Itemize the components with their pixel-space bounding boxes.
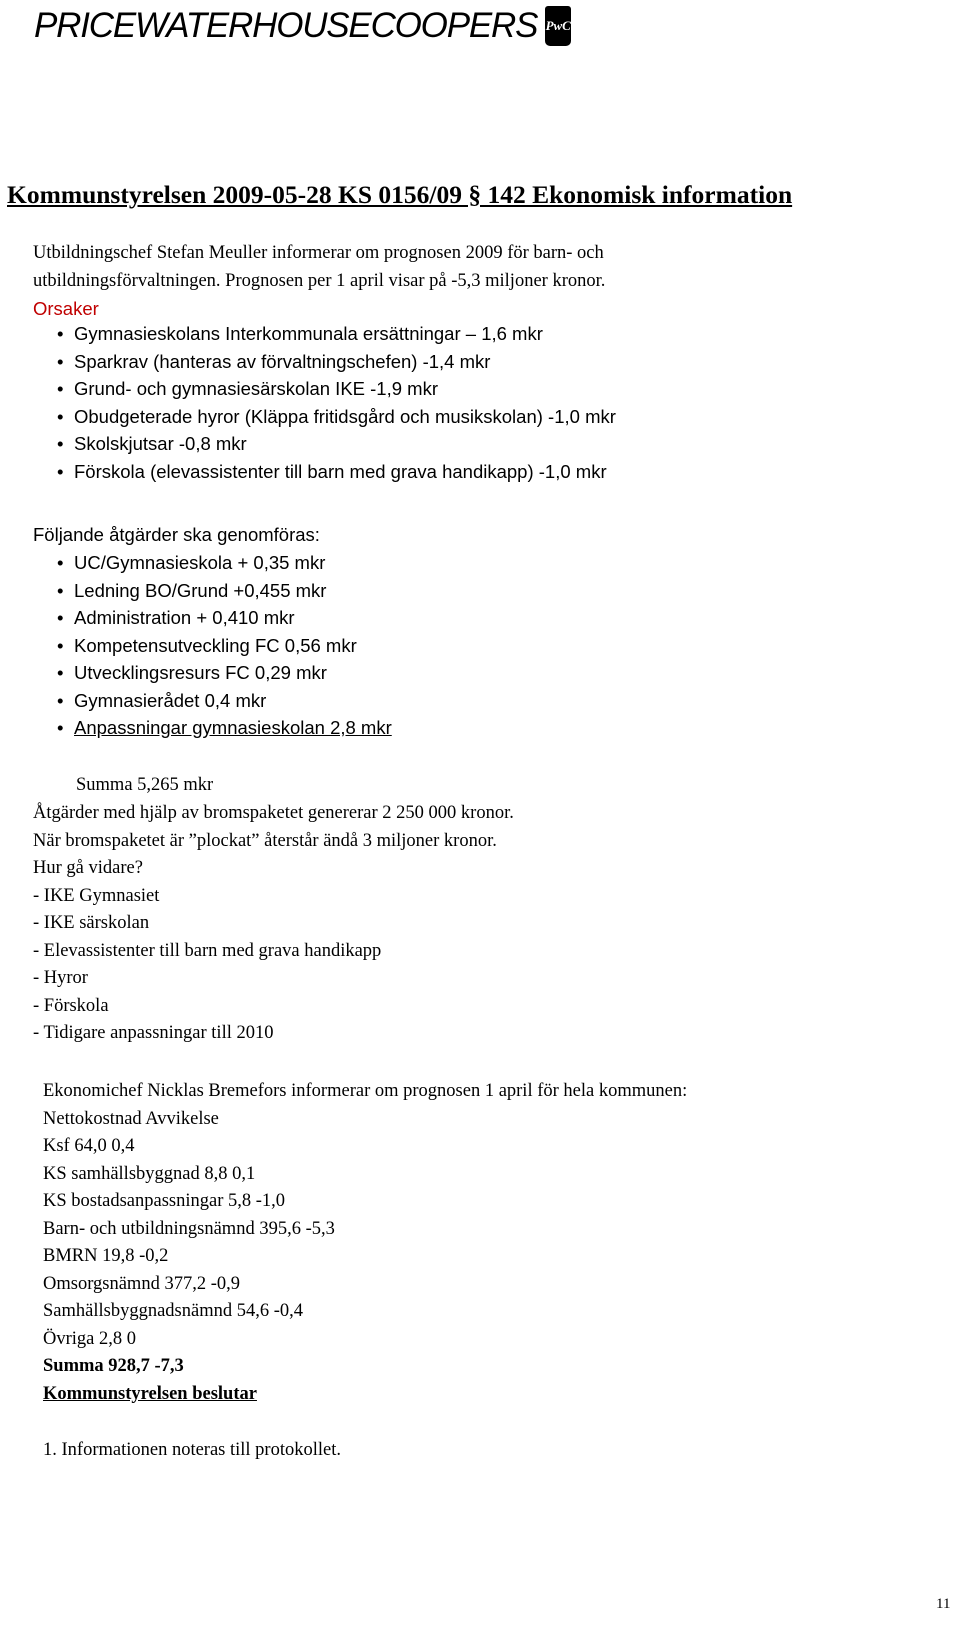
list-item: • UC/Gymnasieskola + 0,35 mkr bbox=[57, 549, 392, 577]
total-line: Summa 928,7 -7,3 bbox=[43, 1356, 184, 1376]
logo-text: PRICEWATERHOUSECOOPERS bbox=[34, 6, 538, 45]
logo-mark-icon: PwC bbox=[545, 6, 571, 46]
list-item: • Gymnasierådet 0,4 mkr bbox=[57, 687, 392, 715]
text-line: KS bostadsanpassningar 5,8 -1,0 bbox=[43, 1191, 286, 1211]
orsaker-list bbox=[57, 320, 616, 485]
intro-line: Utbildningschef Stefan Meuller informerar om prognosen 2009 för barn- och bbox=[33, 243, 604, 263]
pwc-logo bbox=[34, 4, 571, 48]
intro-line: utbildningsförvaltningen. Prognosen per 1 april visar på -5,3 miljoner kronor. bbox=[33, 270, 606, 291]
bullet-icon: • bbox=[57, 405, 64, 427]
bullet-icon: • bbox=[57, 689, 64, 711]
text-line: När bromspaketet är ”plockat” återstår ändå 3 miljoner kronor. bbox=[33, 830, 497, 851]
bullet-icon: • bbox=[57, 460, 64, 482]
atgarder-heading: Följande åtgärder ska genomföras: bbox=[33, 524, 320, 545]
page-number: 11 bbox=[936, 1596, 951, 1612]
text-line: - Förskola bbox=[33, 995, 109, 1016]
text-line: Hur gå vidare? bbox=[33, 858, 143, 878]
list-item: • Obudgeterade hyror (Kläppa fritidsgård och musikskolan) -1,0 mkr bbox=[57, 403, 616, 431]
list-item: • Anpassningar gymnasieskolan 2,8 mkr bbox=[57, 714, 392, 742]
text-line: Ekonomichef Nicklas Bremefors informerar om prognosen 1 april för hela kommunen: bbox=[43, 1081, 688, 1101]
decision-text: 1. Informationen noteras till protokollet. bbox=[43, 1440, 341, 1460]
list-item: • Sparkrav (hanteras av förvaltningschefen) -1,4 mkr bbox=[57, 348, 616, 376]
list-item: • Ledning BO/Grund +0,455 mkr bbox=[57, 577, 392, 605]
bullet-icon: • bbox=[57, 552, 64, 573]
text-line: - IKE Gymnasiet bbox=[33, 885, 160, 906]
summary-paragraph bbox=[33, 800, 514, 1048]
summa-line: Summa 5,265 mkr bbox=[76, 775, 214, 795]
text-line: BMRN 19,8 -0,2 bbox=[43, 1246, 169, 1266]
text-line: Omsorgsnämnd 377,2 -0,9 bbox=[43, 1273, 240, 1294]
list-item: • Gymnasieskolans Interkommunala ersättningar – 1,6 mkr bbox=[57, 320, 616, 348]
bullet-icon: • bbox=[57, 717, 64, 738]
list-item: • Administration + 0,410 mkr bbox=[57, 604, 392, 632]
text-line: Åtgärder med hjälp av bromspaketet genererar 2 250 000 kronor. bbox=[33, 803, 514, 823]
text-line: KS samhällsbyggnad 8,8 0,1 bbox=[43, 1163, 256, 1184]
list-item: • Skolskjutsar -0,8 mkr bbox=[57, 430, 616, 458]
bullet-icon: • bbox=[57, 323, 64, 344]
bullet-icon: • bbox=[57, 634, 64, 656]
orsaker-heading: Orsaker bbox=[33, 298, 99, 319]
ekonomichef-section bbox=[43, 1078, 687, 1408]
bullet-icon: • bbox=[57, 579, 64, 601]
text-line: Övriga 2,8 0 bbox=[43, 1328, 136, 1349]
decision-heading: Kommunstyrelsen beslutar bbox=[43, 1383, 257, 1404]
bullet-icon: • bbox=[57, 378, 64, 399]
text-line: - Tidigare anpassningar till 2010 bbox=[33, 1023, 274, 1043]
atgarder-list bbox=[57, 549, 392, 742]
text-line: Nettokostnad Avvikelse bbox=[43, 1108, 219, 1129]
text-line: - IKE särskolan bbox=[33, 913, 150, 933]
text-line: Barn- och utbildningsnämnd 395,6 -5,3 bbox=[43, 1218, 335, 1239]
text-line: Ksf 64,0 0,4 bbox=[43, 1136, 135, 1156]
bullet-icon: • bbox=[57, 607, 64, 628]
list-item: • Kompetensutveckling FC 0,56 mkr bbox=[57, 632, 392, 660]
list-item: • Utvecklingsresurs FC 0,29 mkr bbox=[57, 659, 392, 687]
bullet-icon: • bbox=[57, 350, 64, 372]
page-title: Kommunstyrelsen 2009-05-28 KS 0156/09 § 142 Ekonomisk information bbox=[7, 180, 793, 209]
text-line: Samhällsbyggnadsnämnd 54,6 -0,4 bbox=[43, 1301, 304, 1321]
bullet-icon: • bbox=[57, 433, 64, 454]
list-item: • Grund- och gymnasiesärskolan IKE -1,9 mkr bbox=[57, 375, 616, 403]
list-item: • Förskola (elevassistenter till barn med grava handikapp) -1,0 mkr bbox=[57, 458, 616, 486]
text-line: - Elevassistenter till barn med grava handikapp bbox=[33, 940, 382, 961]
text-line: - Hyror bbox=[33, 968, 88, 988]
intro-paragraph bbox=[33, 240, 605, 323]
bullet-icon: • bbox=[57, 662, 64, 683]
